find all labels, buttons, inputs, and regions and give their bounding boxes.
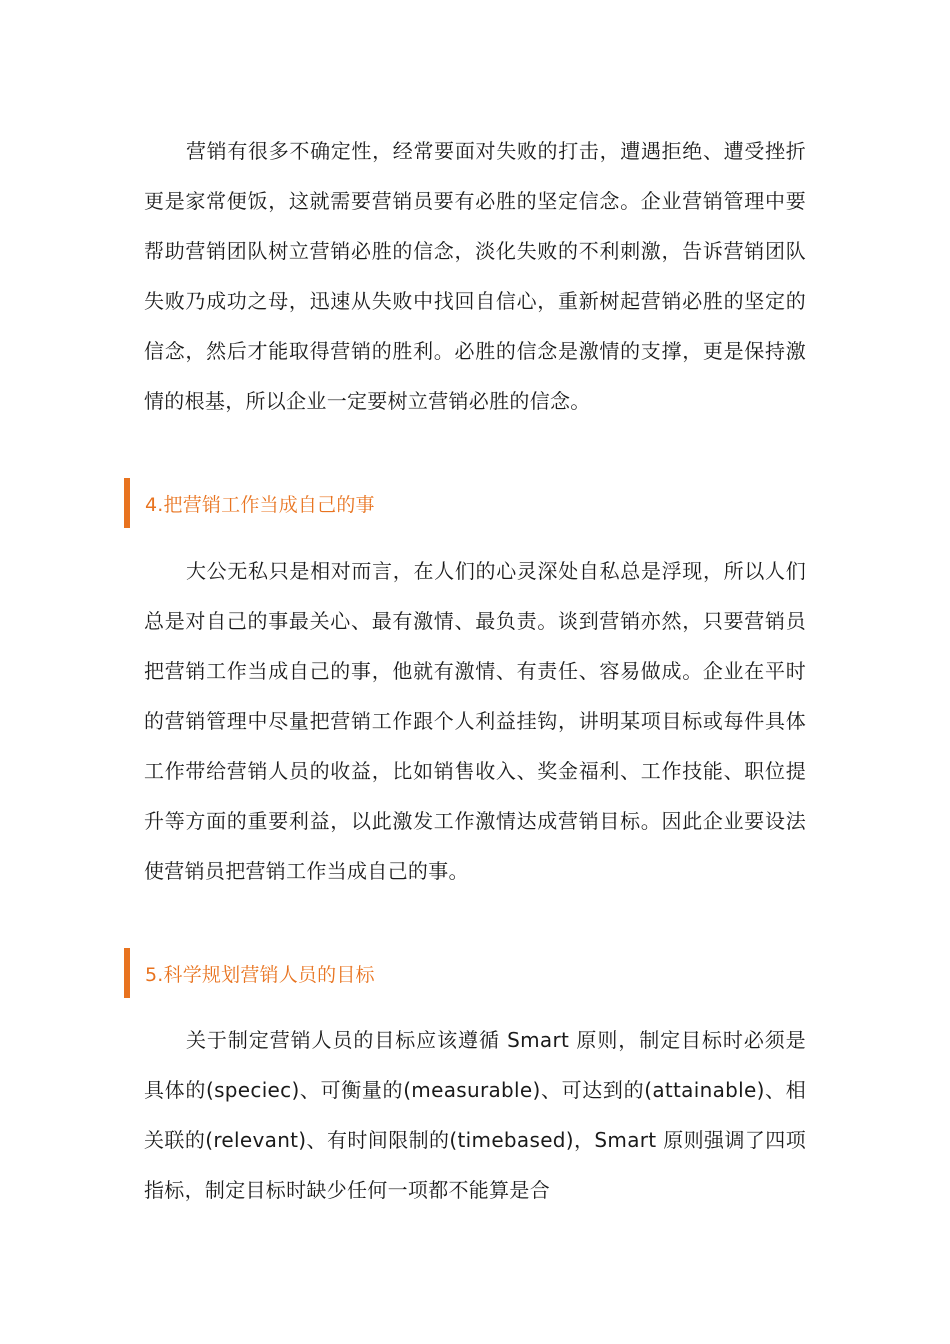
section-heading-4-text: 4.把营销工作当成自己的事	[145, 493, 375, 516]
heading-accent-bar	[124, 478, 130, 528]
paragraph-ownership: 大公无私只是相对而言，在人们的心灵深处自私总是浮现，所以人们总是对自己的事最关心、最有激情、最负责。谈到营销亦然，只要营销员把营销工作当成自己的事，他就有激情、有责任、容易做成。企业在平时的营销管理中尽量把营销工作跟个人利益挂钩，讲明某项目标或每件具体工作带给营销人员的收益，比如销售收入、奖金福利、工作技能、职位提升等方面的重要利益，以此激发工作激情达成营销目标。因此企业要设法使营销员把营销工作当成自己的事。	[144, 559, 806, 883]
section-heading-5	[124, 948, 375, 998]
section-heading-5-text: 5.科学规划营销人员的目标	[145, 963, 375, 986]
paragraph-smart-goals: 关于制定营销人员的目标应该遵循 Smart 原则，制定目标时必须是具体的(speciec)、可衡量的(measurable)、可达到的(attainable)、相关联的(relevant)、有时间限制的(timebased)，Smart 原则强调了四项指标，制定目标时缺少任何一项都不能算是合	[144, 1028, 806, 1202]
heading-accent-bar	[124, 948, 130, 998]
paragraph-confidence: 营销有很多不确定性，经常要面对失败的打击，遭遇拒绝、遭受挫折更是家常便饭，这就需要营销员要有必胜的坚定信念。企业营销管理中要帮助营销团队树立营销必胜的信念，淡化失败的不利刺激，告诉营销团队失败乃成功之母，迅速从失败中找回自信心，重新树起营销必胜的坚定的信念，然后才能取得营销的胜利。必胜的信念是激情的支撑，更是保持激情的根基，所以企业一定要树立营销必胜的信念。	[144, 139, 806, 413]
section-heading-4	[124, 478, 375, 528]
